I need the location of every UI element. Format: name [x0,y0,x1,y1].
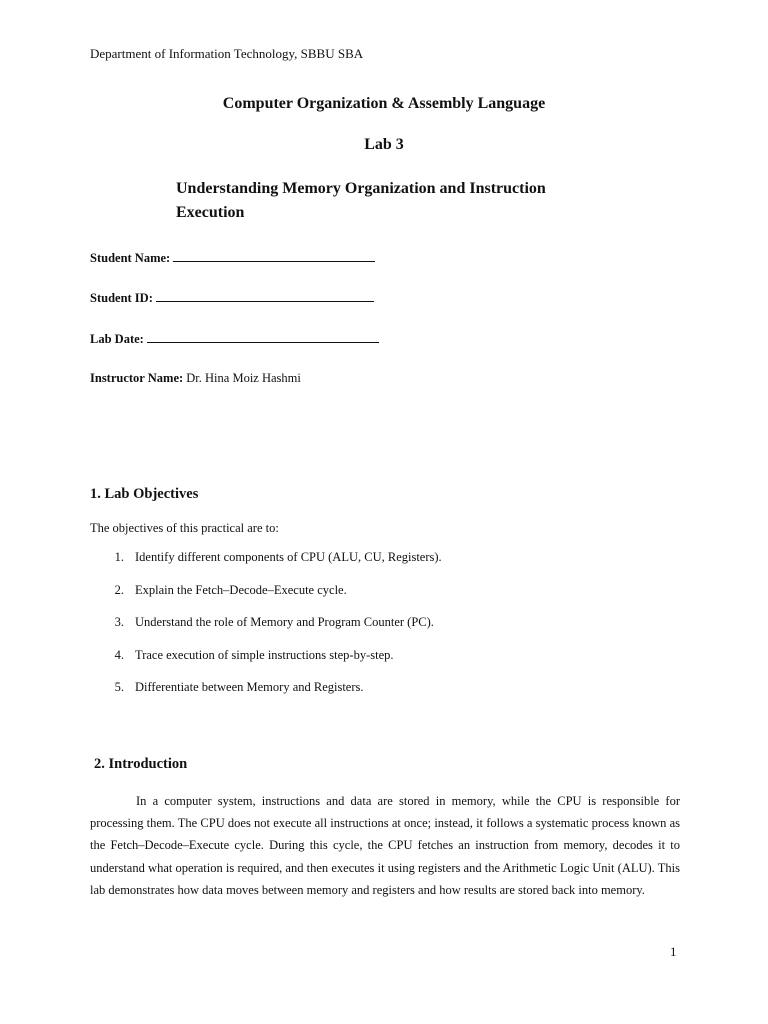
objectives-intro: The objectives of this practical are to: [90,521,279,535]
instructor-field [90,371,301,386]
lab-date-field [90,331,379,347]
student-name-field [90,250,375,266]
section-heading-objectives: 1. Lab Objectives [90,486,199,502]
list-item-number: 4. [114,647,124,662]
instructor-value: Dr. Hina Moiz Hashmi [186,371,301,385]
list-item-number: 5. [114,680,124,694]
instructor-label: Instructor Name: [90,371,184,385]
list-item-number: 3. [114,615,124,629]
lab-date-blank[interactable] [147,331,379,343]
page-header: Department of Information Technology, SBBU SBA [90,46,364,61]
list-item-number: 1. [114,550,124,564]
list-item-text: Trace execution of simple instructions step-by-step. [135,647,394,662]
lab-title: Lab 3 [364,136,404,153]
course-title: Computer Organization & Assembly Language [222,95,546,112]
list-item-text: Differentiate between Memory and Registers. [135,680,364,694]
student-id-label: Student ID: [90,291,153,305]
introduction-paragraph: In a computer system, instructions and data are stored in memory, while the CPU is responsible for processing them. The CPU does not execute all instructions at once; instead, it follows a systematic process known as the Fetch–Decode–Execute cycle. During this cycle, the CPU fetches an instruction from memory, decodes it to understand what operation is required, and then executes it using registers and the Arithmetic Logic Unit (ALU). This lab demonstrates how data moves between memory and registers and how results are stored back into memory. [90,794,680,897]
lab-subtitle: Understanding Memory Organization and Instruction Execution [176,180,546,221]
student-name-label: Student Name: [90,251,171,265]
student-id-blank[interactable] [156,290,374,302]
list-item-text: Explain the Fetch–Decode–Execute cycle. [135,582,347,597]
list-item-text: Understand the role of Memory and Program Counter (PC). [135,615,434,629]
list-item-number: 2. [114,582,124,597]
student-name-blank[interactable] [173,250,375,262]
section-heading-introduction: 2. Introduction [94,756,188,772]
page-number: 1 [670,944,677,959]
lab-date-label: Lab Date: [90,332,144,346]
student-id-field [90,290,374,306]
list-item-text: Identify different components of CPU (ALU, CU, Registers). [135,550,442,564]
